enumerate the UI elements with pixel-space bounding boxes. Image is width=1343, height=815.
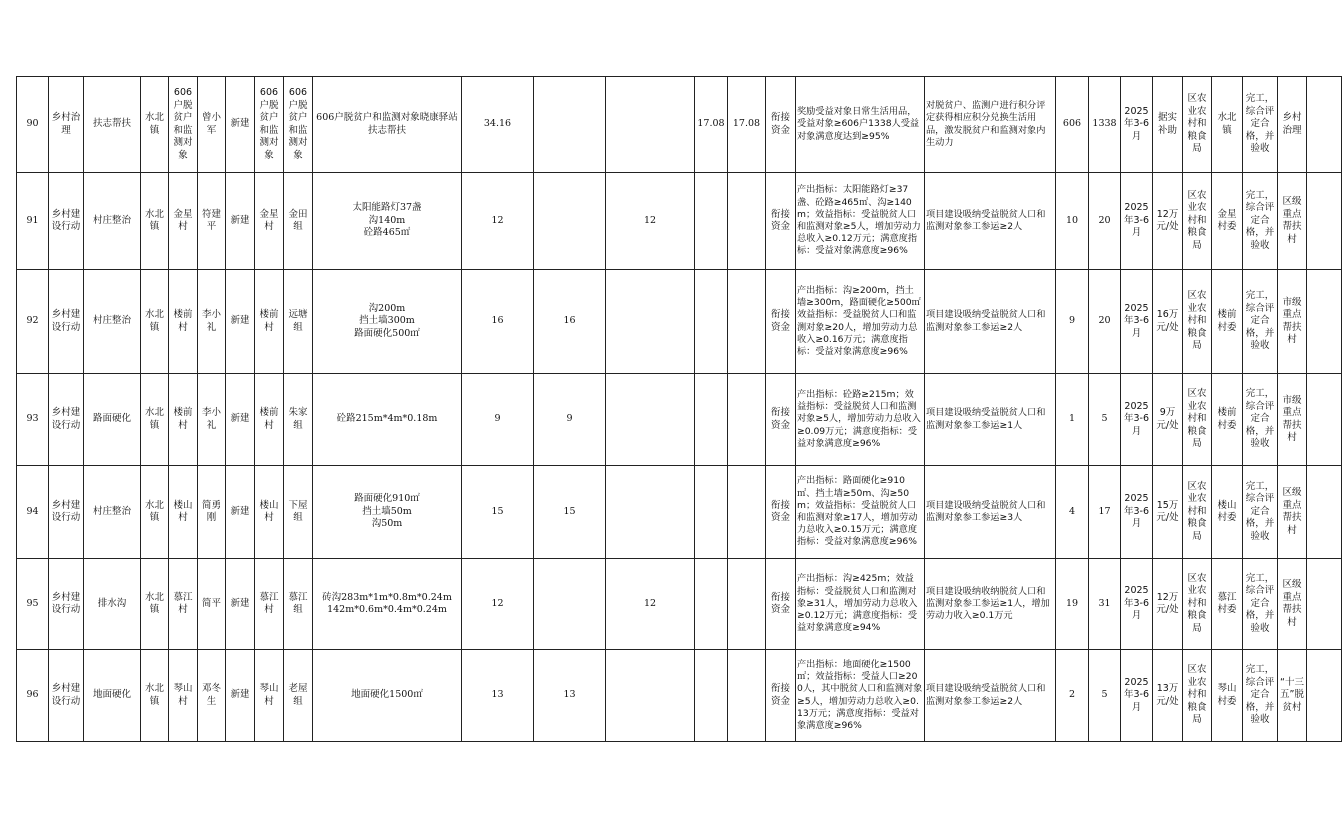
dept-cell: 区农业农村和粮食局 [1183,466,1212,559]
nature-cell: 新建 [226,650,255,742]
acceptance-cell: 完工，综合评定合格，并验收 [1243,374,1278,466]
project-table [16,76,1342,742]
standard-cell: 12万元/处 [1153,559,1183,650]
town-cell: 水北镇 [141,466,169,559]
leader-cell: 简平 [198,559,226,650]
site-village-cell: 606户脱贫户和监测对象 [255,77,284,173]
blank-cell [1307,374,1342,466]
linkage-cell: 项目建设吸纳受益脱贫人口和监测对象参工参运≥2人 [925,173,1056,270]
dept-cell: 区农业农村和粮食局 [1183,77,1212,173]
households-cell: 2 [1056,650,1089,742]
village-cell: 楼前村 [169,270,198,374]
fund-e-cell [728,270,766,374]
dept-cell: 区农业农村和粮食局 [1183,650,1212,742]
fund-c-cell [606,270,695,374]
project-type-cell: 地面硬化 [84,650,141,742]
row-number: 90 [17,77,49,173]
town-cell: 水北镇 [141,559,169,650]
table-row [17,270,1342,374]
nature-cell: 新建 [226,374,255,466]
category-cell: 乡村建设行动 [49,173,84,270]
acceptance-cell: 完工，综合评定合格，并验收 [1243,173,1278,270]
period-cell: 2025年3-6月 [1121,173,1153,270]
linkage-cell: 项目建设吸纳收纳脱贫人口和监测对象参工参运≥1人，增加劳动力收入≥0.1万元 [925,559,1056,650]
standard-cell: 9万元/处 [1153,374,1183,466]
fund-e-cell [728,173,766,270]
leader-cell: 简勇刚 [198,466,226,559]
total-fund-cell: 9 [462,374,534,466]
fund-type-cell: 衔接资金 [766,270,796,374]
village-cell: 金星村 [169,173,198,270]
owner-cell: 金星村委 [1212,173,1243,270]
fund-d-cell [695,650,728,742]
row-number: 95 [17,559,49,650]
fund-c-cell [606,466,695,559]
performance-cell: 产出指标：沟≥425m；效益指标：受益脱贫人口和监测对象≥31人，增加劳动力总收入≥0.12万元；满意度指标：受益对象满意度≥94% [796,559,925,650]
fund-b-cell: 9 [534,374,606,466]
acceptance-cell: 完工，综合评定合格，并验收 [1243,77,1278,173]
performance-cell: 产出指标：太阳能路灯≥37盏、砼路≥465㎡、沟≥140m；效益指标：受益脱贫人口和监测对象≥5人，增加劳动力总收入≥0.12万元；满意度指标：受益对象满意度≥96% [796,173,925,270]
period-cell: 2025年3-6月 [1121,374,1153,466]
fund-d-cell [695,466,728,559]
fund-type-cell: 衔接资金 [766,77,796,173]
category-cell: 乡村建设行动 [49,559,84,650]
nature-cell: 新建 [226,173,255,270]
people-cell: 31 [1089,559,1121,650]
owner-cell: 楼前村委 [1212,374,1243,466]
content-cell: 沟200m 挡土墙300m 路面硬化500㎡ [313,270,462,374]
site-village-cell: 楼前村 [255,270,284,374]
leader-cell: 李小礼 [198,374,226,466]
site-village-cell: 金星村 [255,173,284,270]
fund-e-cell [728,559,766,650]
fund-c-cell: 12 [606,173,695,270]
fund-d-cell: 17.08 [695,77,728,173]
remark-cell: 市级重点帮扶村 [1278,374,1307,466]
site-group-cell: 606户脱贫户和监测对象 [284,77,313,173]
row-number: 91 [17,173,49,270]
village-cell: 606户脱贫户和监测对象 [169,77,198,173]
households-cell: 1 [1056,374,1089,466]
village-cell: 楼山村 [169,466,198,559]
linkage-cell: 项目建设吸纳受益脱贫人口和监测对象参工参运≥2人 [925,650,1056,742]
fund-b-cell [534,77,606,173]
content-cell: 砼路215m*4m*0.18m [313,374,462,466]
fund-c-cell [606,77,695,173]
project-type-cell: 村庄整治 [84,173,141,270]
row-number: 93 [17,374,49,466]
project-type-cell: 村庄整治 [84,466,141,559]
performance-cell: 产出指标：路面硬化≥910㎡、挡土墙≥50m、沟≥50m；效益指标：受益脱贫人口和监测对象≥17人，增加劳动力总收入≥0.15万元；满意度指标：受益对象满意度≥96% [796,466,925,559]
fund-e-cell [728,650,766,742]
people-cell: 5 [1089,650,1121,742]
people-cell: 5 [1089,374,1121,466]
site-group-cell: 金田组 [284,173,313,270]
linkage-cell: 对脱贫户、监测户进行积分评定获得相应积分兑换生活用品，激发脱贫户和监测对象内生动力 [925,77,1056,173]
performance-cell: 产出指标：沟≥200m，挡土墙≥300m，路面硬化≥500㎡效益指标：受益脱贫人口和监测对象≥20人，增加劳动力总收入≥0.16万元；满意度指标：受益对象满意度≥96% [796,270,925,374]
site-village-cell: 慕江村 [255,559,284,650]
total-fund-cell: 16 [462,270,534,374]
owner-cell: 慕江村委 [1212,559,1243,650]
standard-cell: 据实补助 [1153,77,1183,173]
category-cell: 乡村治理 [49,77,84,173]
leader-cell: 李小礼 [198,270,226,374]
table-row [17,374,1342,466]
dept-cell: 区农业农村和粮食局 [1183,173,1212,270]
linkage-cell: 项目建设吸纳受益脱贫人口和监测对象参工参运≥1人 [925,374,1056,466]
people-cell: 1338 [1089,77,1121,173]
content-cell: 砖沟283m*1m*0.8m*0.24m 142m*0.6m*0.4m*0.24m [313,559,462,650]
table-row [17,77,1342,173]
leader-cell: 符建平 [198,173,226,270]
leader-cell: 曾小军 [198,77,226,173]
acceptance-cell: 完工，综合评定合格，并验收 [1243,466,1278,559]
village-cell: 慕江村 [169,559,198,650]
project-type-cell: 村庄整治 [84,270,141,374]
linkage-cell: 项目建设吸纳受益脱贫人口和监测对象参工参运≥2人 [925,270,1056,374]
content-cell: 路面硬化910㎡ 挡土墙50m 沟50m [313,466,462,559]
category-cell: 乡村建设行动 [49,650,84,742]
households-cell: 19 [1056,559,1089,650]
fund-b-cell: 13 [534,650,606,742]
total-fund-cell: 12 [462,559,534,650]
category-cell: 乡村建设行动 [49,374,84,466]
linkage-cell: 项目建设吸纳受益脱贫人口和监测对象参工参运≥3人 [925,466,1056,559]
table-row [17,559,1342,650]
town-cell: 水北镇 [141,77,169,173]
town-cell: 水北镇 [141,173,169,270]
performance-cell: 奖励受益对象日常生活用品，受益对象≥606户1338人受益对象满意度达到≥95% [796,77,925,173]
standard-cell: 12万元/处 [1153,173,1183,270]
site-group-cell: 朱家组 [284,374,313,466]
category-cell: 乡村建设行动 [49,270,84,374]
nature-cell: 新建 [226,77,255,173]
period-cell: 2025年3-6月 [1121,466,1153,559]
dept-cell: 区农业农村和粮食局 [1183,374,1212,466]
project-type-cell: 路面硬化 [84,374,141,466]
people-cell: 20 [1089,173,1121,270]
remark-cell: 乡村治理 [1278,77,1307,173]
blank-cell [1307,173,1342,270]
fund-b-cell: 16 [534,270,606,374]
fund-c-cell [606,374,695,466]
remark-cell: 市级重点帮扶村 [1278,270,1307,374]
blank-cell [1307,466,1342,559]
content-cell: 地面硬化1500㎡ [313,650,462,742]
content-cell: 606户脱贫户和监测对象晓康驿站扶志帮扶 [313,77,462,173]
remark-cell: 区级重点帮扶村 [1278,173,1307,270]
total-fund-cell: 15 [462,466,534,559]
nature-cell: 新建 [226,559,255,650]
fund-b-cell [534,173,606,270]
village-cell: 楼前村 [169,374,198,466]
fund-b-cell: 15 [534,466,606,559]
leader-cell: 邓冬生 [198,650,226,742]
site-group-cell: 下屋组 [284,466,313,559]
fund-d-cell [695,374,728,466]
acceptance-cell: 完工，综合评定合格，并验收 [1243,559,1278,650]
fund-type-cell: 衔接资金 [766,374,796,466]
row-number: 94 [17,466,49,559]
site-village-cell: 楼前村 [255,374,284,466]
owner-cell: 楼山村委 [1212,466,1243,559]
standard-cell: 16万元/处 [1153,270,1183,374]
nature-cell: 新建 [226,466,255,559]
fund-type-cell: 衔接资金 [766,466,796,559]
fund-e-cell [728,466,766,559]
fund-type-cell: 衔接资金 [766,173,796,270]
period-cell: 2025年3-6月 [1121,270,1153,374]
project-type-cell: 排水沟 [84,559,141,650]
people-cell: 20 [1089,270,1121,374]
performance-cell: 产出指标：砼路≥215m；效益指标：受益脱贫人口和监测对象≥5人，增加劳动力总收入≥0.09万元；满意度指标：受益对象满意度≥96% [796,374,925,466]
owner-cell: 楼前村委 [1212,270,1243,374]
fund-c-cell: 12 [606,559,695,650]
fund-type-cell: 衔接资金 [766,559,796,650]
fund-d-cell [695,559,728,650]
table-row [17,173,1342,270]
row-number: 92 [17,270,49,374]
blank-cell [1307,270,1342,374]
period-cell: 2025年3-6月 [1121,650,1153,742]
blank-cell [1307,650,1342,742]
town-cell: 水北镇 [141,374,169,466]
fund-e-cell [728,374,766,466]
remark-cell: 区级重点帮扶村 [1278,559,1307,650]
site-group-cell: 老屋组 [284,650,313,742]
category-cell: 乡村建设行动 [49,466,84,559]
table-row [17,466,1342,559]
site-village-cell: 琴山村 [255,650,284,742]
village-cell: 琴山村 [169,650,198,742]
nature-cell: 新建 [226,270,255,374]
standard-cell: 13万元/处 [1153,650,1183,742]
households-cell: 9 [1056,270,1089,374]
acceptance-cell: 完工，综合评定合格，并验收 [1243,270,1278,374]
project-type-cell: 扶志帮扶 [84,77,141,173]
dept-cell: 区农业农村和粮食局 [1183,270,1212,374]
fund-d-cell [695,173,728,270]
row-number: 96 [17,650,49,742]
site-group-cell: 慕江组 [284,559,313,650]
fund-d-cell [695,270,728,374]
fund-e-cell: 17.08 [728,77,766,173]
total-fund-cell: 34.16 [462,77,534,173]
dept-cell: 区农业农村和粮食局 [1183,559,1212,650]
period-cell: 2025年3-6月 [1121,77,1153,173]
fund-c-cell [606,650,695,742]
households-cell: 10 [1056,173,1089,270]
people-cell: 17 [1089,466,1121,559]
owner-cell: 琴山村委 [1212,650,1243,742]
remark-cell: “十三五”脱贫村 [1278,650,1307,742]
households-cell: 4 [1056,466,1089,559]
town-cell: 水北镇 [141,270,169,374]
blank-cell [1307,77,1342,173]
blank-cell [1307,559,1342,650]
content-cell: 太阳能路灯37盏 沟140m 砼路465㎡ [313,173,462,270]
table-row [17,650,1342,742]
total-fund-cell: 12 [462,173,534,270]
standard-cell: 15万元/处 [1153,466,1183,559]
period-cell: 2025年3-6月 [1121,559,1153,650]
town-cell: 水北镇 [141,650,169,742]
owner-cell: 水北镇 [1212,77,1243,173]
total-fund-cell: 13 [462,650,534,742]
site-group-cell: 远塘组 [284,270,313,374]
site-village-cell: 楼山村 [255,466,284,559]
fund-b-cell [534,559,606,650]
acceptance-cell: 完工，综合评定合格，并验收 [1243,650,1278,742]
households-cell: 606 [1056,77,1089,173]
remark-cell: 区级重点帮扶村 [1278,466,1307,559]
performance-cell: 产出指标：地面硬化≥1500㎡；效益指标：受益人口≥200人，其中脱贫人口和监测对象≥5人，增加劳动力总收入≥0.13万元；满意度指标：受益对象满意度≥96% [796,650,925,742]
fund-type-cell: 衔接资金 [766,650,796,742]
